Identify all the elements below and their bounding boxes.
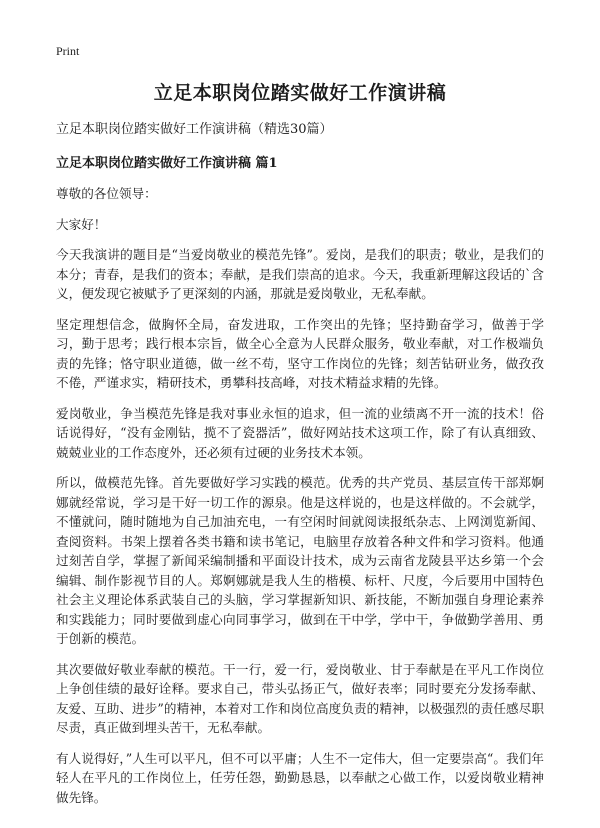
- section-heading: 立足本职岗位踏实做好工作演讲稿 篇1: [56, 156, 278, 171]
- paragraph: 今天我演讲的题目是“当爱岗敬业的模范先锋”。爱岗，是我们的职责；敬业，是我们的本分；青春，是我们的资本；奉献，是我们崇高的追求。今天，我重新理解这段话的`含义，便发现它被赋予了更深刻的内涵，那就是爱岗敬业，无私奉献。: [56, 247, 544, 301]
- document-title: 立足本职岗位踏实做好工作演讲稿: [153, 82, 447, 104]
- paragraph: 坚定理想信念，做胸怀全局，奋发进取，工作突出的先锋；坚持勤奋学习，做善于学习，勤于思考；践行根本宗旨，做全心全意为人民群众服务，敬业奉献，对工作极端负责的先锋；恪守职业道德，做一丝不苟，坚守工作岗位的先锋；刻苦钻研业务，做孜孜不倦，严谨求实，精研技术，勇攀科技高峰，对技术精益求精的先锋。: [56, 316, 544, 390]
- document-body: [56, 120, 544, 818]
- paragraph: 所以，做模范先锋。首先要做好学习实践的模范。优秀的共产党员、基层宣传干部郑婀娜就经常说，学习是干好一切工作的源泉。他是这样说的，也是这样做的。不会就学，不懂就问，随时随地为自己加油充电，一有空闲时间就阅读报纸杂志、上网浏览新闻、查阅资料。书架上摆着各类书籍和读书笔记，电脑里存放着各种文件和学习资料。他通过刻苦自学，掌握了新闻采编制播和平面设计技术，成为云南省龙陵县平达乡第一个会编辑、制作影视节目的人。郑婀娜就是我人生的楷模、标杆、尺度，今后要用中国特色社会主义理论体系武装自己的头脑，学习掌握新知识、新技能，不断加强自身理论素养和实践能力；同时要做到虚心向同事学习，做到在干中学，学中干，争做勤学善用、勇于创新的模范。: [56, 475, 544, 646]
- paragraph: 有人说得好，”人生可以平凡，但不可以平庸；人生不一定伟大，但一定要崇高“。我们年轻人在平凡的工作岗位上，任劳任怨，勤勤恳恳，以奉献之心做工作，以爱岗敬业精神做先锋。: [56, 750, 544, 805]
- document-subtitle: 立足本职岗位踏实做好工作演讲稿（精选30篇）: [56, 122, 333, 137]
- paragraph: 其次要做好敬业奉献的模范。干一行，爱一行，爱岗敬业、甘于奉献是在平凡工作岗位上争创佳绩的最好诠释。要求自己，带头弘扬正气，做好表率；同时要充分发扬奉献、友爱、互助、进步”的精神，本着对工作和岗位高度负责的精神，以极强烈的责任感尽职尽责，真正做到埋头苦干，无私奉献。: [56, 661, 544, 735]
- paragraph-salutation: 尊敬的各位领导：: [56, 186, 157, 201]
- paragraph: 爱岗敬业，争当模范先锋是我对事业永恒的追求，但一流的业绩离不开一流的技术！俗话说得好，“没有金刚钻，揽不了瓷器活”，做好网站技术这项工作，除了有认真细致、兢兢业业的工作态度外，还必须有过硬的业务技术本领。: [56, 405, 544, 460]
- print-label: Print: [56, 44, 80, 58]
- paragraph-greeting: 大家好！: [56, 216, 107, 232]
